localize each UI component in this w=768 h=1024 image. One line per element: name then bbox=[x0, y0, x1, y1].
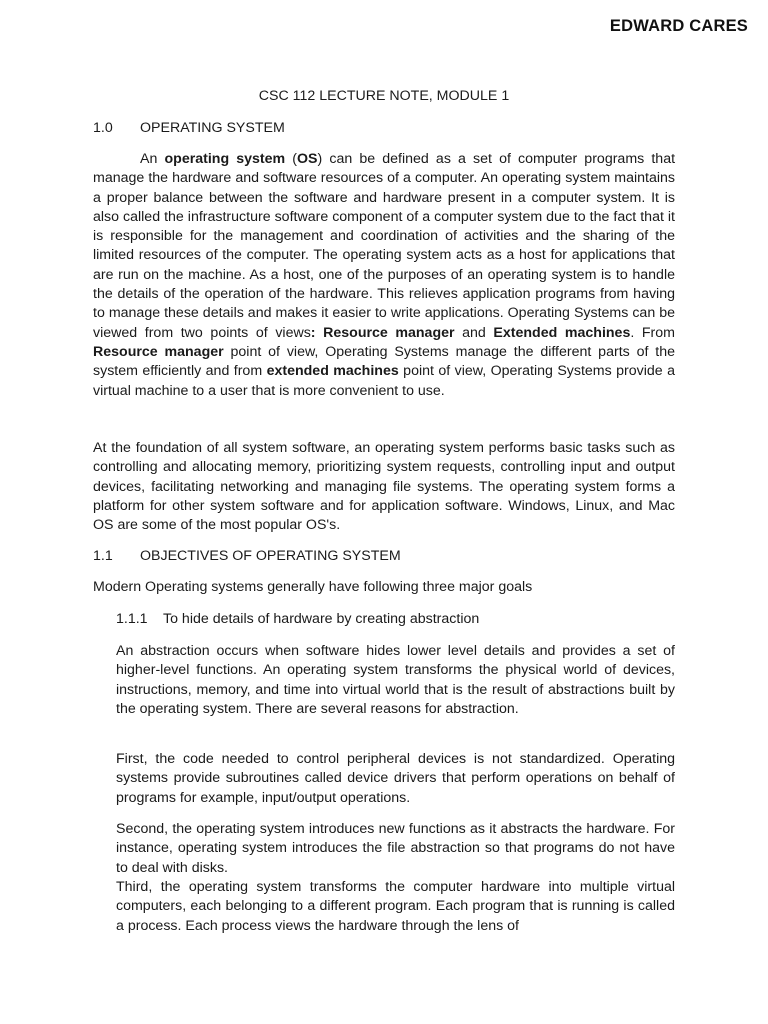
section-title: OPERATING SYSTEM bbox=[140, 120, 285, 136]
section-number: 1.1 bbox=[93, 548, 113, 564]
paragraph-os-foundation: At the foundation of all system software, an operating system performs basic tasks such as controlling and allocating memory, prioritizing system requests, controlling input and output devices, facilitating networking and managing file systems. The operating system forms a platform for other system software and for application software. Windows, Linux, and Mac OS are some of the most popular OS's. bbox=[93, 440, 675, 534]
document-title: CSC 112 LECTURE NOTE, MODULE 1 bbox=[258, 88, 510, 104]
paragraph-first-reason: First, the code needed to control peripheral devices is not standardized. Operating systems provide subroutines called device drivers that perform operations on behalf of programs for example, input/output operations. bbox=[116, 751, 675, 806]
section-number: 1.1.1 bbox=[116, 611, 148, 627]
section-1-1-heading bbox=[93, 547, 401, 566]
section-title: To hide details of hardware by creating abstraction bbox=[163, 611, 480, 627]
section-number: 1.0 bbox=[93, 120, 113, 136]
paragraph-third-reason: Third, the operating system transforms the computer hardware into multiple virtual computers, each belonging to a different program. Each program that is running is called a process. Each process views the hardware through the lens of bbox=[116, 879, 675, 934]
section-1-0-heading bbox=[93, 119, 285, 138]
section-1-1-1-heading bbox=[116, 610, 479, 629]
brand-header: EDWARD CARES bbox=[609, 17, 748, 35]
paragraph-abstraction: An abstraction occurs when software hides lower level details and provides a set of higher-level functions. An operating system transforms the physical world of devices, instructions, memory, and time into virtual world that is the result of abstractions built by the operating system. There are several reasons for abstraction. bbox=[116, 643, 675, 717]
paragraph-os-definition: An operating system (OS) can be defined as a set of computer programs that manage the hardware and software resources of a computer. An operating system maintains a proper balance between the software and hardware present in a computer system. It is also called the infrastructure software component of a computer system due to the fact that it is responsible for the management and coordination of activities and the sharing of the limited resources of the computer. The operating system acts as a host for applications that are run on the machine. As a host, one of the purposes of an operating system is to handle the details of the operation of the hardware. This relieves application programs from having to manage these details and makes it easier to write applications. Operating Systems can be viewed from two points of views: Resource manager and Extended machines. From Resource manager point of view, Operating Systems manage the different parts of the system efficiently and from extended machines point of view, Operating Systems provide a virtual machine to a user that is more convenient to use. bbox=[93, 151, 676, 399]
section-title: OBJECTIVES OF OPERATING SYSTEM bbox=[140, 548, 401, 564]
paragraph-goals-intro: Modern Operating systems generally have following three major goals bbox=[93, 579, 533, 595]
paragraph-second-reason: Second, the operating system introduces new functions as it abstracts the hardware. For instance, operating system introduces the file abstraction so that programs do not have to deal with disks. bbox=[116, 821, 675, 876]
